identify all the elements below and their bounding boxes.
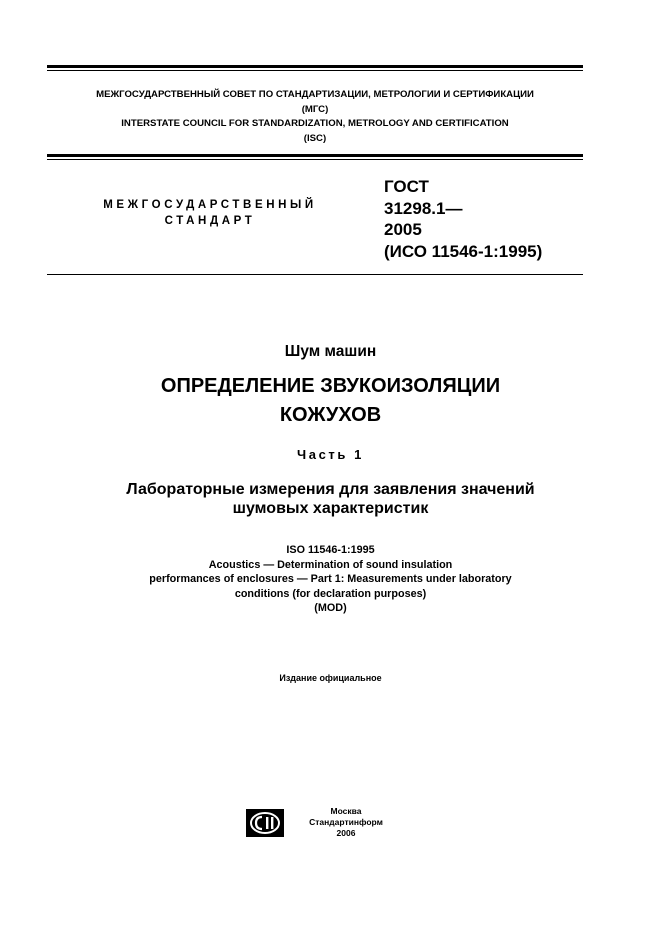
pretitle: Шум машин bbox=[284, 343, 377, 360]
gost-iso-ref: (ИСО 11546-1:1995) bbox=[384, 241, 543, 261]
iso-block bbox=[0, 543, 661, 616]
council-en-abbr: (ISC) bbox=[303, 132, 327, 144]
subtitle bbox=[0, 480, 661, 518]
top-rule bbox=[47, 65, 583, 68]
middle-rule bbox=[47, 154, 583, 157]
subtitle-line1: Лабораторные измерения для заявления значений bbox=[126, 481, 535, 498]
bottom-rule bbox=[47, 274, 583, 275]
standard-type bbox=[70, 197, 350, 229]
gost-number: 31298.1— bbox=[384, 198, 463, 218]
council-ru-abbr: (МГС) bbox=[301, 103, 329, 115]
publisher-city: Москва bbox=[330, 806, 362, 816]
council-header bbox=[47, 88, 583, 146]
standard-type-line2: СТАНДАРТ bbox=[164, 215, 256, 227]
publisher bbox=[286, 806, 406, 839]
iso-line2: performances of enclosures — Part 1: Measurements under laboratory bbox=[149, 573, 512, 585]
iso-code: ISO 11546-1:1995 bbox=[286, 544, 375, 556]
council-en: INTERSTATE COUNCIL FOR STANDARDIZATION, METROLOGY AND CERTIFICATION bbox=[121, 118, 509, 129]
edition-label: Издание официальное bbox=[279, 673, 382, 683]
title-line1: ОПРЕДЕЛЕНИЕ ЗВУКОИЗОЛЯЦИИ bbox=[160, 375, 501, 397]
iso-line3: conditions (for declaration purposes) bbox=[234, 587, 427, 600]
gost-designation bbox=[384, 176, 542, 262]
standard-type-line1: МЕЖГОСУДАРСТВЕННЫЙ bbox=[103, 199, 317, 211]
publisher-name: Стандартинформ bbox=[309, 817, 383, 827]
standartinform-logo-icon bbox=[246, 809, 284, 837]
council-ru: МЕЖГОСУДАРСТВЕННЫЙ СОВЕТ ПО СТАНДАРТИЗАЦИИ, МЕТРОЛОГИИ И СЕРТИФИКАЦИИ bbox=[96, 89, 534, 100]
title-line2: КОЖУХОВ bbox=[279, 404, 382, 426]
page-title bbox=[0, 372, 661, 430]
top-rule-thin bbox=[47, 70, 583, 71]
part-label: Часть 1 bbox=[297, 447, 364, 462]
middle-rule-thin bbox=[47, 159, 583, 160]
publisher-year: 2006 bbox=[336, 828, 356, 838]
iso-mod: (MOD) bbox=[314, 602, 347, 614]
gost-label: ГОСТ bbox=[384, 177, 429, 196]
iso-line1: Acoustics — Determination of sound insulation bbox=[208, 558, 453, 571]
subtitle-line2: шумовых характеристик bbox=[232, 500, 429, 517]
gost-year: 2005 bbox=[384, 220, 422, 239]
